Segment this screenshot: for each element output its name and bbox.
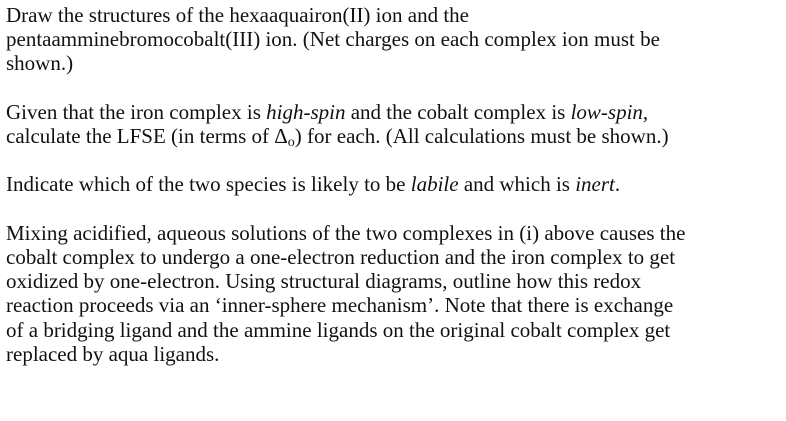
text-line: shown.) [6,51,74,76]
delta-subscript: o [287,135,295,150]
text-line: pentaamminebromocobalt(III) ion. (Net charges on each complex ion must be [6,27,660,52]
text-line: Draw the structures of the hexaaquairon(II) ion and the [6,3,469,27]
paragraph-structures [6,3,784,76]
text-run: Indicate which of the two species is likely to be [6,172,411,197]
document-body [6,3,784,390]
paragraph-lfse [6,100,784,148]
text-line: cobalt complex to undergo a one-electron reduction and the iron complex to get [6,244,676,269]
text-line: of a bridging ligand and the ammine ligands on the original cobalt complex get [6,317,671,342]
text-line [6,172,784,196]
italic-term-low-spin: low-spin [570,99,643,124]
italic-term-high-spin: high-spin [266,99,346,124]
text-run: and which is [458,172,576,197]
text-run: ) for each. (All calculations must be shown.) [294,124,669,148]
text-line [6,100,784,124]
text-run: . [614,172,621,197]
text-run: and the cobalt complex is [345,99,571,124]
italic-term-inert: inert [575,172,615,197]
text-run: Given that the iron complex is [6,99,267,124]
text-line: oxidized by one-electron. Using structural diagrams, outline how this redox [6,269,642,294]
paragraph-labile-inert [6,172,784,196]
text-line: replaced by aqua ligands. [6,341,220,366]
text-line: reaction proceeds via an ‘inner-sphere mechanism’. Note that there is exchange [6,293,674,318]
text-line: Mixing acidified, aqueous solutions of the two complexes in (i) above causes the [6,220,686,245]
text-run: , [642,99,649,124]
text-run: calculate the LFSE (in terms of Δ [6,124,288,148]
paragraph-redox-mechanism [6,221,784,366]
text-line [6,124,784,148]
italic-term-labile: labile [410,172,459,197]
